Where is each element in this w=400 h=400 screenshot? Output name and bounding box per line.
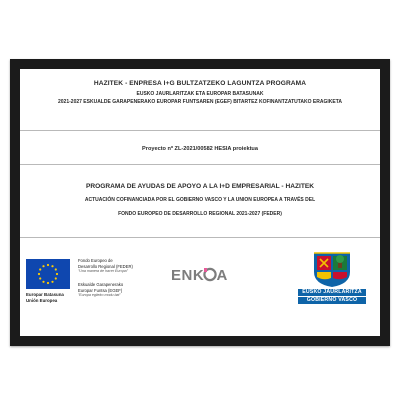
eu-flag-icon (26, 259, 70, 289)
svg-text:A: A (216, 267, 228, 283)
fund-name-line: Fondo Europeo de (78, 258, 113, 263)
enkoa-logo (171, 265, 235, 283)
egef-text-eu (78, 282, 123, 299)
spanish-subtitle-2: FONDO EUROPEO DE DESARROLLO REGIONAL 2021-2027 (FEDER) (118, 211, 282, 217)
divider (20, 237, 380, 238)
eu-star-icon (47, 282, 49, 284)
divider (20, 164, 380, 165)
eu-star-icon (55, 268, 57, 270)
fund-name-line: Desarrollo Regional (FEDER) (78, 263, 133, 269)
eu-star-icon (51, 281, 53, 283)
fund-name-line: Europar Funtsa (EGEF) (78, 287, 123, 293)
eu-feder-logo (26, 258, 146, 304)
funding-plaque (20, 69, 380, 336)
eu-name-spanish: Unión Europea (26, 297, 58, 303)
enkoa-wordmark: ENK (171, 267, 205, 283)
spanish-title: PROGRAMA DE AYUDAS DE APOYO A LA I+D EMPRESARIAL - HAZITEK (85, 183, 315, 190)
project-number: Proyecto nº ZL-2021/00582 HESIA proiektua (142, 146, 258, 152)
gobierno-vasco-label: GOBIERNO VASCO (298, 297, 366, 304)
divider (20, 130, 380, 131)
eu-name (26, 292, 64, 304)
basque-title: HAZITEK - ENPRESA I+G BULTZATZEKO LAGUNTZA PROGRAMA (93, 80, 307, 87)
basque-subtitle-1: EUSKO JAURLARITZAK ETA EUROPAR BATASUNAK (136, 91, 264, 97)
spanish-subtitle-1: ACTUACIÓN COFINANCIADA POR EL GOBIERNO VASCO Y LA UNION EUROPEA A TRAVÉS DEL (84, 197, 316, 203)
eu-name-basque: Europar Batasuna (26, 292, 64, 297)
fund-motto: "Europa egiteko modu bat" (78, 293, 121, 298)
eu-star-icon (42, 265, 44, 267)
basque-coat-of-arms-icon (310, 250, 354, 288)
eu-star-icon (55, 277, 57, 279)
enkoa-logo-icon (171, 265, 235, 283)
feder-text-es (78, 258, 133, 275)
gobierno-vasco-logo (297, 250, 367, 330)
eu-star-icon (56, 273, 58, 275)
eu-star-icon (42, 281, 44, 283)
basque-subtitle-2: 2021-2027 ESKUALDE GARAPENERAKO EUROPAR FUNTSAREN (EGEF) BITARTEZ KOFINANTZATUTAKO ERAGIKETA (58, 99, 342, 105)
fund-motto: "Una manera de hacer Europa" (78, 269, 128, 274)
eu-star-icon (51, 265, 53, 267)
fund-name-line: Eskualde Garapenerako (78, 282, 124, 287)
eu-star-icon (38, 273, 40, 275)
eu-star-icon (47, 264, 49, 266)
eu-star-icon (39, 277, 41, 279)
eu-star-icon (39, 268, 41, 270)
eusko-jaurlaritza-label: EUSKO JAURLARITZA (298, 289, 366, 296)
